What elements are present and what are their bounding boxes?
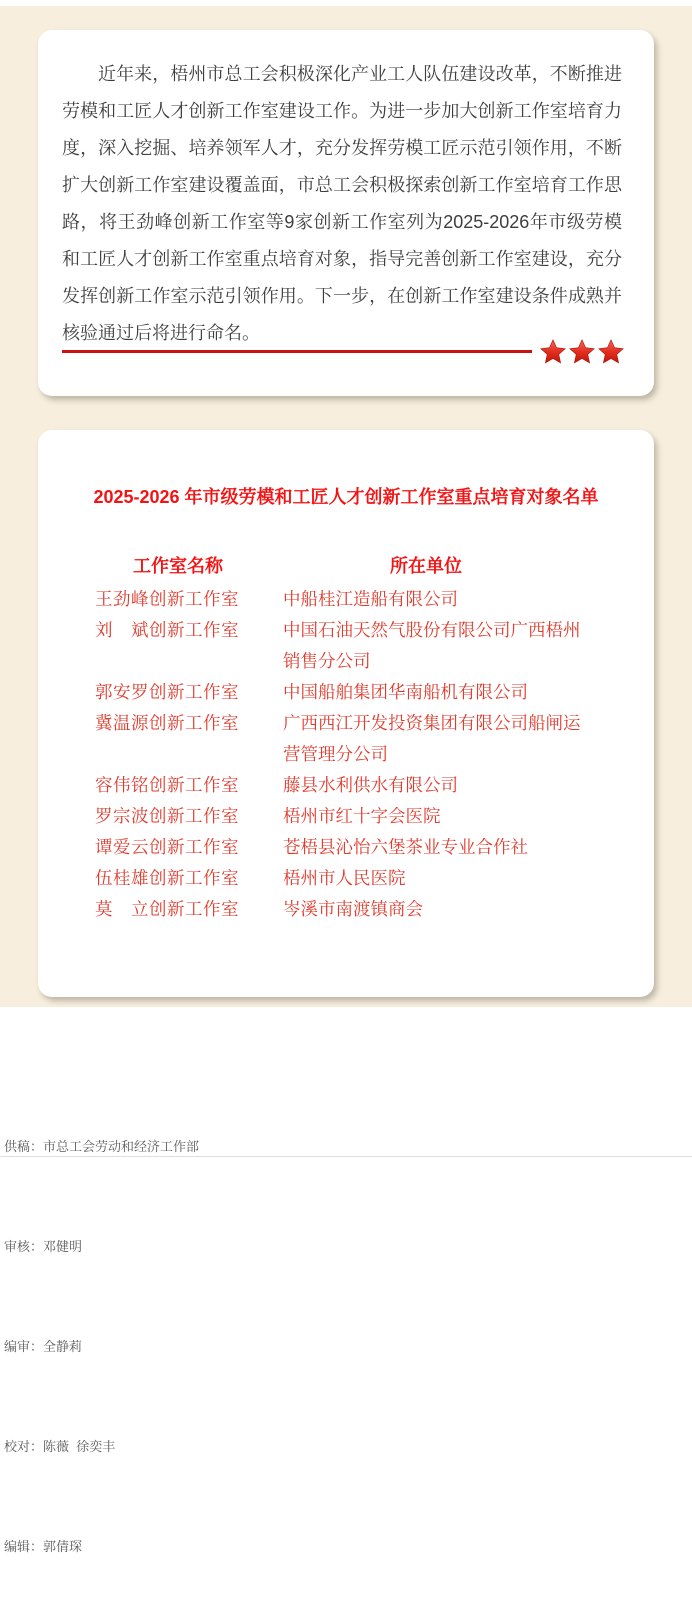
workshop-name-cell: 容伟铭创新工作室 — [95, 775, 239, 795]
table-header-row — [38, 556, 654, 576]
star-icon — [540, 339, 566, 364]
workshop-name-cell: 罗宗波创新工作室 — [95, 806, 239, 826]
article-divider — [62, 339, 624, 364]
column-header-unit: 所在单位 — [390, 556, 462, 576]
workshop-unit-cell: 岑溪市南渡镇商会 — [283, 899, 423, 919]
workshop-unit-cell: 中国石油天然气股份有限公司广西梧州销售分公司 — [283, 620, 581, 671]
table-row — [38, 801, 654, 832]
table-row — [38, 832, 654, 863]
workshop-unit-cell: 梧州市人民医院 — [283, 868, 406, 888]
credit-line: 编辑：郭倩琛 — [4, 1539, 83, 1554]
workshop-unit-cell: 藤县水利供水有限公司 — [283, 775, 458, 795]
workshop-table-body — [38, 584, 654, 925]
workshop-name-cell: 伍桂雄创新工作室 — [95, 868, 239, 888]
credit-line: 校对：陈薇 徐奕丰 — [4, 1439, 116, 1454]
table-row — [38, 708, 654, 770]
workshop-unit-cell: 广西西江开发投资集团有限公司船闸运营管理分公司 — [283, 713, 581, 764]
workshop-unit-cell: 中船桂江造船有限公司 — [283, 589, 458, 609]
workshop-list-card — [38, 430, 654, 997]
credit-line: 审核：邓健明 — [4, 1239, 83, 1254]
workshop-unit-cell: 苍梧县沁怡六堡茶业专业合作社 — [283, 837, 528, 857]
table-row — [38, 770, 654, 801]
table-row — [38, 615, 654, 677]
red-divider-line — [62, 350, 532, 353]
workshop-name-cell: 王劲峰创新工作室 — [95, 589, 239, 609]
credits-block — [4, 1034, 199, 1609]
article-card — [38, 30, 654, 396]
workshop-name-cell: 谭爱云创新工作室 — [95, 837, 239, 857]
workshop-unit-cell: 梧州市红十字会医院 — [283, 806, 441, 826]
workshop-name-cell: 冀温源创新工作室 — [95, 713, 239, 733]
list-title: 2025-2026 年市级劳模和工匠人才创新工作室重点培育对象名单 — [93, 487, 599, 507]
workshop-name-cell: 郭安罗创新工作室 — [95, 682, 239, 702]
credit-line: 供稿：市总工会劳动和经济工作部 — [4, 1139, 200, 1154]
table-row — [38, 584, 654, 615]
workshop-name-cell: 刘 斌创新工作室 — [95, 620, 239, 640]
table-row — [38, 677, 654, 708]
table-row — [38, 863, 654, 894]
column-header-workshop-name: 工作室名称 — [133, 556, 223, 576]
star-icon — [569, 339, 595, 364]
credit-line: 编审：全静莉 — [4, 1339, 83, 1354]
table-row — [38, 894, 654, 925]
star-icon — [598, 339, 624, 364]
workshop-unit-cell: 中国船舶集团华南船机有限公司 — [283, 682, 528, 702]
workshop-name-cell: 莫 立创新工作室 — [95, 899, 239, 919]
article-paragraph: 近年来，梧州市总工会积极深化产业工人队伍建设改革，不断推进劳模和工匠人才创新工作室建设工作。为进一步加大创新工作室培育力度，深入挖掘、培养领军人才，充分发挥劳模工匠示范引领作用，不断扩大创新工作室建设覆盖面，市总工会积极探索创新工作室培育工作思路，将王劲峰创新工作室等9家创新工作室列为2025-2026年市级劳模和工匠人才创新工作室重点培育对象，指导完善创新工作室建设，充分发挥创新工作室示范引领作用。下一步，在创新工作室建设条件成熟并核验通过后将进行命名。 — [62, 64, 622, 343]
